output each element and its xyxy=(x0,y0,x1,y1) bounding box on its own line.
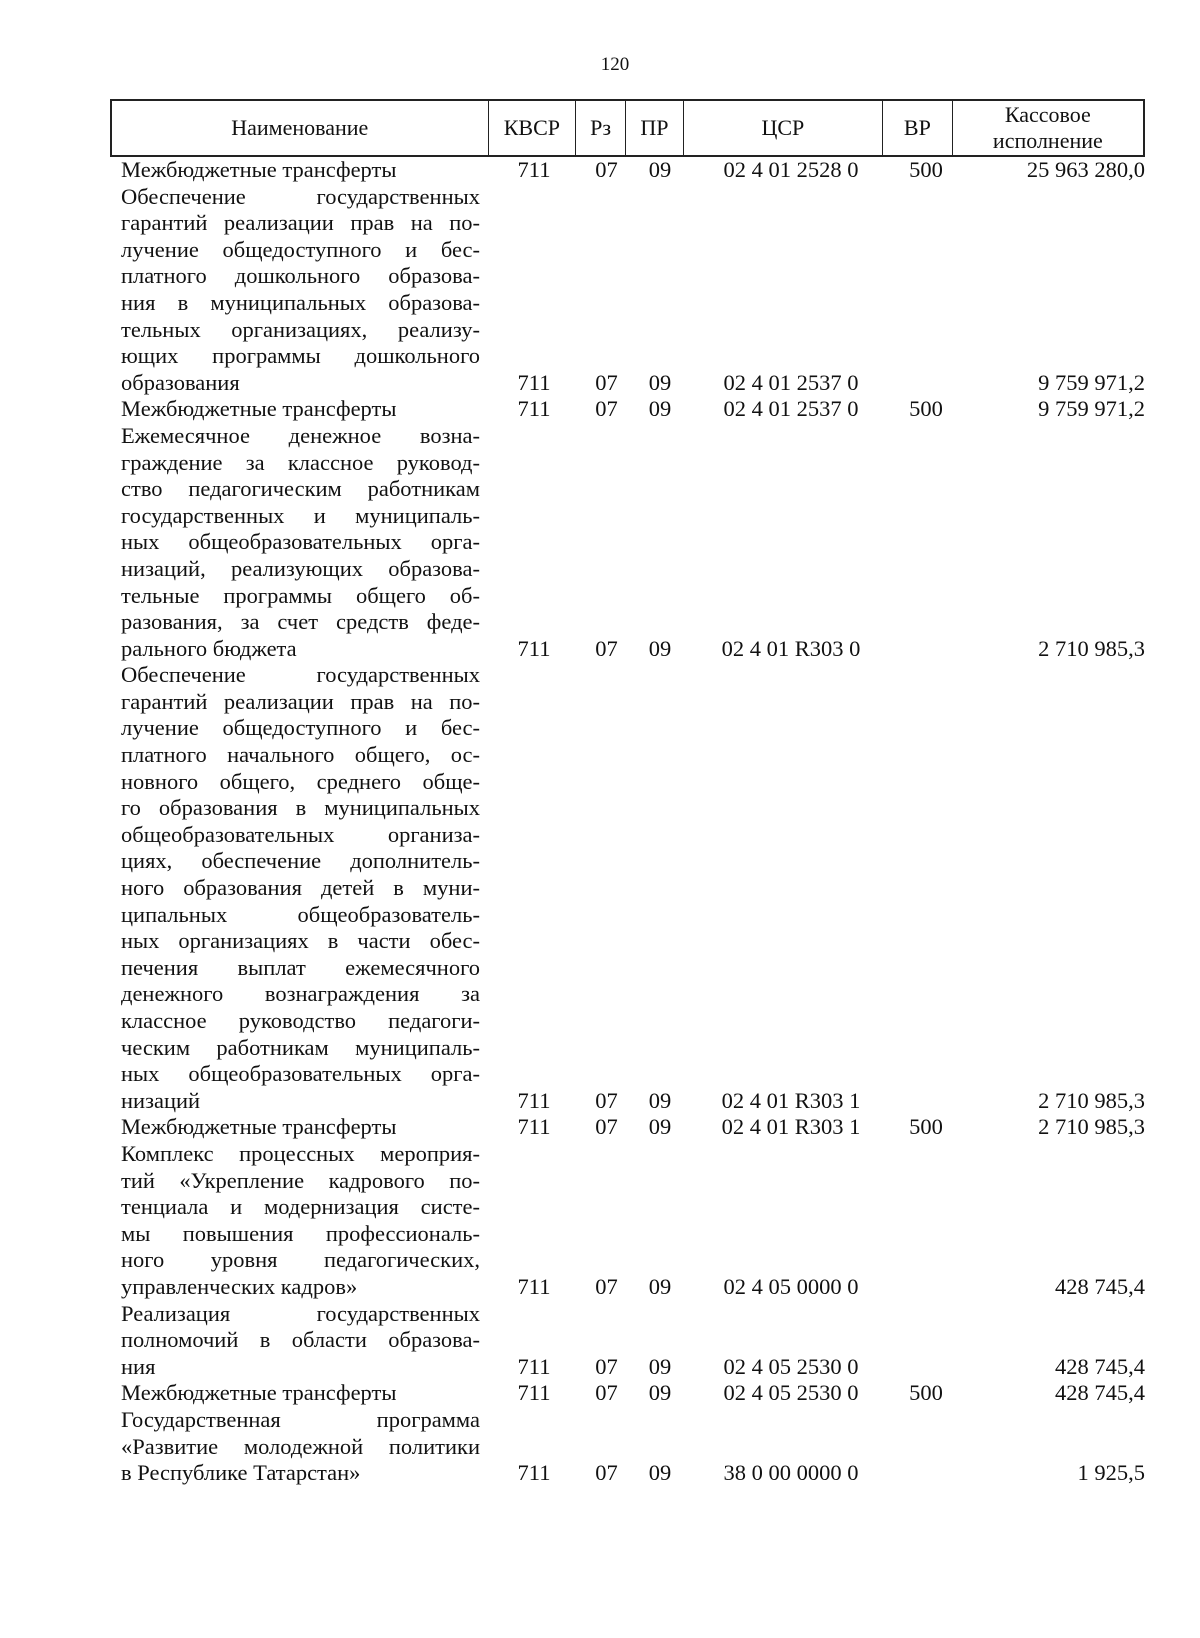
row-name-line: ного уровня педагогических, xyxy=(121,1247,480,1273)
row-csr: 02 4 05 2530 0 xyxy=(723,1380,859,1406)
row-name-line: ния xyxy=(121,1353,156,1379)
row-name-line: ных общеобразовательных орга- xyxy=(121,529,480,555)
row-rz: 07 xyxy=(595,1087,618,1113)
row-name-line: Реализация государственных xyxy=(121,1300,480,1326)
header-pr: ПР xyxy=(626,101,684,155)
row-pr: 09 xyxy=(648,369,672,395)
row-name-line: циях, обеспечение дополнитель- xyxy=(121,848,480,874)
row-name-line: ческим работникам муниципаль- xyxy=(121,1034,480,1060)
table-row xyxy=(110,1114,1145,1141)
row-name-line: низаций xyxy=(121,1087,201,1113)
row-name-line: ципальных общеобразователь- xyxy=(121,901,480,927)
row-rz: 07 xyxy=(595,1460,618,1486)
row-kvsr: 711 xyxy=(517,1273,551,1299)
row-name xyxy=(110,1114,480,1141)
row-csr: 02 4 01 R303 0 xyxy=(721,635,861,661)
row-name-line: платного дошкольного образова- xyxy=(121,263,480,289)
row-csr: 02 4 05 2530 0 xyxy=(723,1353,859,1379)
row-pr: 09 xyxy=(648,1353,672,1379)
row-name-line: управленческих кадров» xyxy=(121,1273,358,1299)
row-name-line: Ежемесячное денежное возна- xyxy=(121,422,480,448)
row-name-line: в Республике Татарстан» xyxy=(121,1460,361,1486)
row-name xyxy=(110,184,480,397)
table-row xyxy=(110,662,1145,1114)
row-name-line: тенциала и модернизация систе- xyxy=(121,1194,480,1220)
row-csr: 38 0 00 0000 0 xyxy=(723,1460,859,1486)
row-name-line: Обеспечение государственных xyxy=(121,183,480,209)
row-csr: 02 4 01 R303 1 xyxy=(721,1114,861,1140)
row-cash-execution: 428 745,4 xyxy=(1055,1273,1145,1299)
row-name-line: тельных организациях, реализу- xyxy=(121,316,480,342)
row-name xyxy=(110,1141,480,1301)
header-vr: ВР xyxy=(883,101,953,155)
row-name-line: тий «Укрепление кадрового по- xyxy=(121,1167,480,1193)
row-vr: 500 xyxy=(909,396,943,422)
row-rz: 07 xyxy=(595,1353,618,1379)
row-name-line: образования xyxy=(121,369,240,395)
row-cash-execution: 428 745,4 xyxy=(1055,1380,1145,1406)
row-name-line: гарантий реализации прав на по- xyxy=(121,688,480,714)
row-name xyxy=(110,1407,480,1487)
table-row xyxy=(110,1380,1145,1407)
table-body xyxy=(110,157,1145,1487)
row-name-line: ных организациях в части обес- xyxy=(121,928,480,954)
row-rz: 07 xyxy=(595,1114,618,1140)
row-csr: 02 4 01 2528 0 xyxy=(723,157,859,182)
row-pr: 09 xyxy=(648,1087,672,1113)
row-name-line: Межбюджетные трансферты xyxy=(121,1114,397,1140)
row-kvsr: 711 xyxy=(517,1380,551,1406)
header-rz: Рз xyxy=(576,101,626,155)
row-name-line: граждение за классное руковод- xyxy=(121,449,480,475)
row-pr: 09 xyxy=(648,396,672,422)
table-header xyxy=(110,99,1145,157)
row-csr: 02 4 01 2537 0 xyxy=(723,396,859,422)
row-kvsr: 711 xyxy=(517,396,551,422)
row-cash-execution: 1 925,5 xyxy=(1077,1460,1145,1486)
row-rz: 07 xyxy=(595,157,618,182)
row-kvsr: 711 xyxy=(517,157,551,182)
row-rz: 07 xyxy=(595,635,618,661)
row-name-line: Межбюджетные трансферты xyxy=(121,1380,397,1406)
row-name-line: го образования в муниципальных xyxy=(121,795,480,821)
header-cash-execution: Кассовое исполнение xyxy=(992,102,1103,153)
row-pr: 09 xyxy=(648,635,672,661)
row-name-line: денежного вознаграждения за xyxy=(121,981,480,1007)
row-cash-execution: 2 710 985,3 xyxy=(1038,1114,1145,1140)
row-cash-execution: 25 963 280,0 xyxy=(1026,157,1145,182)
row-vr: 500 xyxy=(909,1114,943,1140)
row-name-line: Обеспечение государственных xyxy=(121,662,480,688)
row-pr: 09 xyxy=(648,157,672,182)
row-name-line: ющих программы дошкольного xyxy=(121,343,480,369)
table-row xyxy=(110,396,1145,423)
header-csr: ЦСР xyxy=(684,101,883,155)
row-name-line: Межбюджетные трансферты xyxy=(121,396,397,422)
row-pr: 09 xyxy=(648,1380,672,1406)
table-row xyxy=(110,423,1145,662)
row-name-line: ных общеобразовательных орга- xyxy=(121,1061,480,1087)
row-kvsr: 711 xyxy=(517,369,551,395)
row-name xyxy=(110,423,480,662)
row-name-line: Государственная программа xyxy=(121,1406,480,1432)
row-kvsr: 711 xyxy=(517,1087,551,1113)
row-name xyxy=(110,662,480,1114)
row-name xyxy=(110,396,480,423)
row-name-line: ного образования детей в муни- xyxy=(121,875,480,901)
row-rz: 07 xyxy=(595,1380,618,1406)
header-kvsr: КВСР xyxy=(489,101,577,155)
row-name-line: лучение общедоступного и бес- xyxy=(121,715,480,741)
row-name xyxy=(110,157,480,184)
row-vr: 500 xyxy=(909,157,943,182)
row-name-line: рального бюджета xyxy=(121,635,297,661)
row-rz: 07 xyxy=(595,369,618,395)
row-name-line: разования, за счет средств феде- xyxy=(121,609,480,635)
row-name-line: гарантий реализации прав на по- xyxy=(121,210,480,236)
row-name-line: Межбюджетные трансферты xyxy=(121,157,397,182)
row-name-line: «Развитие молодежной политики xyxy=(121,1433,480,1459)
table-row xyxy=(110,184,1145,397)
row-pr: 09 xyxy=(648,1460,672,1486)
table-row xyxy=(110,1407,1145,1487)
row-name-line: низаций, реализующих образова- xyxy=(121,555,480,581)
row-cash-execution: 2 710 985,3 xyxy=(1038,1087,1145,1113)
row-name-line: Комплекс процессных мероприя- xyxy=(121,1140,480,1166)
table-row xyxy=(110,1301,1145,1381)
row-name xyxy=(110,1301,480,1381)
row-name-line: полномочий в области образова- xyxy=(121,1327,480,1353)
row-cash-execution: 9 759 971,2 xyxy=(1038,396,1145,422)
header-name: Наименование xyxy=(112,101,489,155)
row-kvsr: 711 xyxy=(517,1114,551,1140)
page-number: 120 xyxy=(600,54,630,75)
row-kvsr: 711 xyxy=(517,1353,551,1379)
row-cash-execution: 2 710 985,3 xyxy=(1038,635,1145,661)
row-name-line: ния в муниципальных образова- xyxy=(121,289,480,315)
row-rz: 07 xyxy=(595,1273,618,1299)
row-name-line: тельные программы общего об- xyxy=(121,582,480,608)
row-name-line: платного начального общего, ос- xyxy=(121,742,480,768)
row-kvsr: 711 xyxy=(517,1460,551,1486)
row-name-line: лучение общедоступного и бес- xyxy=(121,236,480,262)
row-csr: 02 4 05 0000 0 xyxy=(723,1273,859,1299)
row-name-line: классное руководство педагоги- xyxy=(121,1008,480,1033)
row-name-line: государственных и муниципаль- xyxy=(121,502,480,528)
row-vr: 500 xyxy=(909,1380,943,1406)
row-cash-execution: 428 745,4 xyxy=(1055,1353,1145,1379)
row-csr: 02 4 01 2537 0 xyxy=(723,369,859,395)
table-row xyxy=(110,1141,1145,1301)
row-name-line: новного общего, среднего обще- xyxy=(121,768,480,794)
row-name-line: ство педагогическим работникам xyxy=(121,476,480,502)
row-pr: 09 xyxy=(648,1273,672,1299)
row-name xyxy=(110,1380,480,1407)
row-csr: 02 4 01 R303 1 xyxy=(721,1087,861,1113)
row-kvsr: 711 xyxy=(517,635,551,661)
row-name-line: мы повышения профессиональ- xyxy=(121,1220,480,1246)
row-name-line: общеобразовательных организа- xyxy=(121,821,480,847)
row-name-line: печения выплат ежемесячного xyxy=(121,954,480,980)
row-rz: 07 xyxy=(595,396,618,422)
table-row xyxy=(110,157,1145,184)
row-cash-execution: 9 759 971,2 xyxy=(1038,369,1145,395)
row-pr: 09 xyxy=(648,1114,672,1140)
